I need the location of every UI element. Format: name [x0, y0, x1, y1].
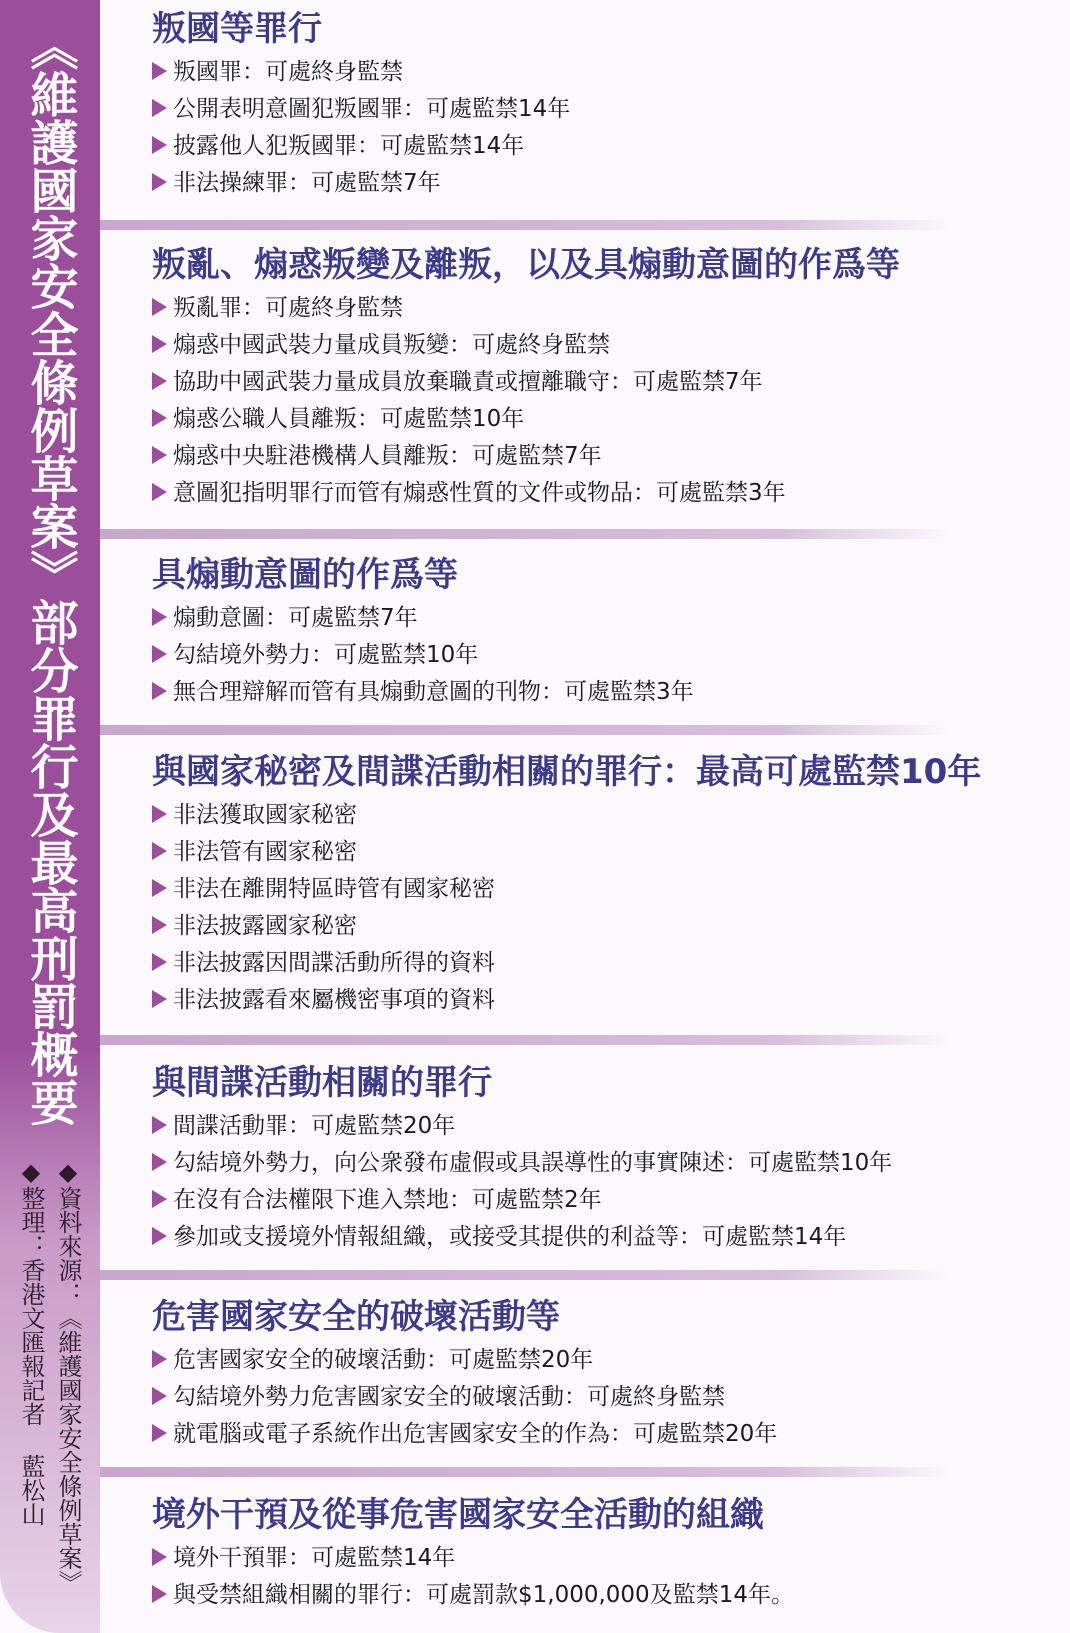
- section-divider: [100, 220, 950, 230]
- triangle-bullet-icon: [152, 953, 167, 971]
- list-item: 間諜活動罪：可處監禁20年: [100, 1108, 1070, 1145]
- section-heading: 與國家秘密及間諜活動相關的罪行：最高可處監禁10年: [152, 752, 982, 792]
- list-item: 在沒有合法權限下進入禁地：可處監禁2年: [100, 1182, 1070, 1219]
- vertical-title: 《維護國家安全條例草案》部分罪行及最高刑罰概要: [22, 22, 78, 1126]
- credit-note: ◆整理：香港文匯報記者 藍松山: [17, 1158, 45, 1526]
- triangle-bullet-icon: [152, 99, 167, 117]
- section-heading: 叛亂、煽惑叛變及離叛，以及具煽動意圖的作爲等: [152, 245, 900, 285]
- list-item: 與受禁組織相關的罪行：可處罰款$1,000,000及監禁14年。: [100, 1577, 1070, 1614]
- section-heading: 危害國家安全的破壞活動等: [152, 1297, 560, 1337]
- triangle-bullet-icon: [152, 62, 167, 80]
- list-item: 就電腦或電子系統作出危害國家安全的作為：可處監禁20年: [100, 1416, 1070, 1453]
- list-item: 非法管有國家秘密: [100, 834, 1070, 871]
- sidebar: [0, 0, 100, 1633]
- triangle-bullet-icon: [152, 446, 167, 464]
- triangle-bullet-icon: [152, 1424, 167, 1442]
- triangle-bullet-icon: [152, 1190, 167, 1208]
- section-divider: [100, 1270, 950, 1280]
- triangle-bullet-icon: [152, 483, 167, 501]
- list-item: 非法披露因間諜活動所得的資料: [100, 945, 1070, 982]
- section-divider: [100, 1035, 950, 1045]
- list-item: 勾結境外勢力，向公衆發布虛假或具誤導性的事實陳述：可處監禁10年: [100, 1145, 1070, 1182]
- section-divider: [100, 1467, 950, 1477]
- triangle-bullet-icon: [152, 1153, 167, 1171]
- triangle-bullet-icon: [152, 1387, 167, 1405]
- list-item: 協助中國武裝力量成員放棄職責或擅離職守：可處監禁7年: [100, 364, 1070, 401]
- list-item: 煽動意圖：可處監禁7年: [100, 600, 1070, 637]
- triangle-bullet-icon: [152, 1350, 167, 1368]
- triangle-bullet-icon: [152, 842, 167, 860]
- triangle-bullet-icon: [152, 298, 167, 316]
- list-item: 非法披露國家秘密: [100, 908, 1070, 945]
- section-divider: [100, 529, 950, 539]
- section-espionage: [100, 1058, 1070, 1256]
- list-item: 非法獲取國家秘密: [100, 797, 1070, 834]
- list-item: 煽惑公職人員離叛：可處監禁10年: [100, 401, 1070, 438]
- list-item: 煽惑中央駐港機構人員離叛：可處監禁7年: [100, 438, 1070, 475]
- triangle-bullet-icon: [152, 682, 167, 700]
- triangle-bullet-icon: [152, 879, 167, 897]
- triangle-bullet-icon: [152, 335, 167, 353]
- main-content: [100, 0, 1070, 1633]
- section-treason: [100, 4, 1070, 202]
- triangle-bullet-icon: [152, 805, 167, 823]
- list-item: 非法操練罪：可處監禁7年: [100, 165, 1070, 202]
- triangle-bullet-icon: [152, 645, 167, 663]
- section-heading: 境外干預及從事危害國家安全活動的組織: [152, 1495, 764, 1535]
- triangle-bullet-icon: [152, 1585, 167, 1603]
- section-state-secrets: [100, 747, 1070, 1019]
- list-item: 非法披露看來屬機密事項的資料: [100, 982, 1070, 1019]
- list-item: 意圖犯指明罪行而管有煽惑性質的文件或物品：可處監禁3年: [100, 475, 1070, 512]
- list-item: 叛國罪：可處終身監禁: [100, 54, 1070, 91]
- list-item: 煽惑中國武裝力量成員叛變：可處終身監禁: [100, 327, 1070, 364]
- list-item: 公開表明意圖犯叛國罪：可處監禁14年: [100, 91, 1070, 128]
- section-external-interference: [100, 1490, 1070, 1614]
- section-divider: [100, 725, 950, 735]
- section-insurrection: [100, 240, 1070, 512]
- triangle-bullet-icon: [152, 1116, 167, 1134]
- triangle-bullet-icon: [152, 1227, 167, 1245]
- section-seditious: [100, 550, 1070, 711]
- section-heading: 具煽動意圖的作爲等: [152, 555, 458, 595]
- list-item: 披露他人犯叛國罪：可處監禁14年: [100, 128, 1070, 165]
- triangle-bullet-icon: [152, 1548, 167, 1566]
- triangle-bullet-icon: [152, 173, 167, 191]
- triangle-bullet-icon: [152, 990, 167, 1008]
- list-item: 境外干預罪：可處監禁14年: [100, 1540, 1070, 1577]
- list-item: 叛亂罪：可處終身監禁: [100, 290, 1070, 327]
- list-item: 危害國家安全的破壞活動：可處監禁20年: [100, 1342, 1070, 1379]
- triangle-bullet-icon: [152, 916, 167, 934]
- list-item: 無合理辯解而管有具煽動意圖的刊物：可處監禁3年: [100, 674, 1070, 711]
- list-item: 勾結境外勢力危害國家安全的破壞活動：可處終身監禁: [100, 1379, 1070, 1416]
- triangle-bullet-icon: [152, 136, 167, 154]
- list-item: 勾結境外勢力：可處監禁10年: [100, 637, 1070, 674]
- section-sabotage: [100, 1292, 1070, 1453]
- source-note: ◆資料來源：《維護國家安全條例草案》: [54, 1158, 82, 1594]
- triangle-bullet-icon: [152, 409, 167, 427]
- section-heading: 叛國等罪行: [152, 9, 322, 49]
- triangle-bullet-icon: [152, 608, 167, 626]
- list-item: 非法在離開特區時管有國家秘密: [100, 871, 1070, 908]
- triangle-bullet-icon: [152, 372, 167, 390]
- section-heading: 與間諜活動相關的罪行: [152, 1063, 492, 1103]
- list-item: 參加或支援境外情報組織，或接受其提供的利益等：可處監禁14年: [100, 1219, 1070, 1256]
